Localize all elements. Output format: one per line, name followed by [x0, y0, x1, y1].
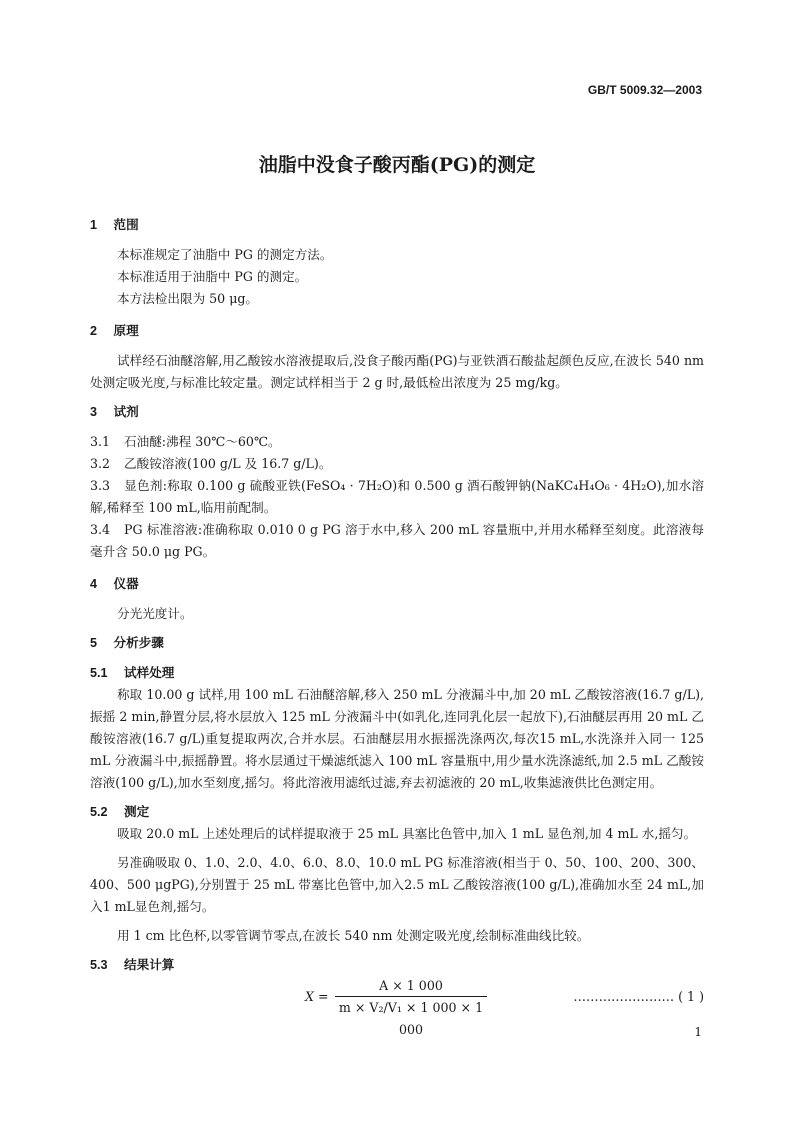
subsection-heading: [90, 662, 704, 684]
paragraph: 用 1 cm 比色杯,以零管调节零点,在波长 540 nm 处测定吸光度,绘制标准曲线比较。: [117, 928, 590, 943]
section-number: 1: [90, 218, 98, 232]
paragraph: 试样经石油醚溶解,用乙酸铵水溶液提取后,没食子酸丙酯(PG)与亚铁酒石酸盐起颜色反应,在波长 540 nm 处测定吸光度,与标准比较定量。测定试样相当于 2 g 时,最低检出浓度为 25 mg/kg。: [90, 353, 704, 390]
section-number: 5: [90, 636, 98, 650]
formula-numerator: A × 1 000: [335, 976, 487, 997]
section-number: 2: [90, 324, 98, 338]
subsection-heading: [90, 954, 704, 976]
formula-lhs: X =: [305, 989, 329, 1004]
section-2-heading: [90, 320, 704, 342]
subsection-number: 5.3: [90, 958, 108, 972]
item-number: 3.2: [90, 456, 111, 471]
subsection-title: 结果计算: [124, 958, 175, 972]
section-3-heading: [90, 401, 704, 423]
document-body: [90, 212, 704, 1037]
subsection-number: 5.1: [90, 666, 108, 680]
formula-denominator: m × V₂/V₁ × 1 000 × 1 000: [338, 1000, 484, 1037]
section-1-heading: [90, 214, 704, 236]
subsection-heading: [90, 801, 704, 823]
paragraph: 本标准适用于油脂中 PG 的测定。: [117, 269, 308, 284]
subsection-title: 试样处理: [124, 666, 175, 680]
item-number: 3.1: [90, 434, 111, 449]
item-text: 石油醚:沸程 30℃～60℃。: [124, 434, 281, 449]
section-title: 范围: [113, 218, 139, 232]
section-number: 4: [90, 577, 98, 591]
paragraph: 本标准规定了油脂中 PG 的测定方法。: [117, 247, 333, 262]
paragraph: 称取 10.00 g 试样,用 100 mL 石油醚溶解,移入 250 mL 分液漏斗中,加 20 mL 乙酸铵溶液(16.7 g/L),振摇 2 min,静置分层,将水层放入 125 mL 分液漏斗中(如乳化,连同乳化层一起放下),石油醚层再用 20 mL 乙酸铵溶液(16.7 g/L)重复提取两次,合并水层。石油醚层用水振摇洗涤两次,每次15 mL,水洗涤并入同一 125 mL 分液漏斗中,振摇静置。将水层通过干燥滤纸滤入 100 mL 容量瓶中,用少量水洗涤滤纸,加 2.5 mL 乙酸铵溶液(100 g/L),加水至刻度,摇匀。将此溶液用滤纸过滤,弃去初滤液的 20 mL,收集滤液供比色测定用。: [90, 687, 704, 790]
list-item: [90, 475, 704, 519]
formula-1: [90, 976, 704, 1037]
paragraph: 本方法检出限为 50 μg。: [117, 291, 259, 306]
item-number: 3.4: [90, 522, 111, 537]
section-title: 试剂: [113, 405, 139, 419]
list-item: [90, 453, 704, 475]
standard-code: GB/T 5009.32—2003: [587, 83, 702, 97]
subsection-number: 5.2: [90, 805, 108, 819]
section-title: 原理: [113, 324, 139, 338]
section-4-heading: [90, 573, 704, 595]
section-title: 仪器: [113, 577, 139, 591]
section-number: 3: [90, 405, 98, 419]
item-number: 3.3: [90, 478, 111, 493]
item-text: 乙酸铵溶液(100 g/L 及 16.7 g/L)。: [124, 456, 332, 471]
list-item: [90, 431, 704, 453]
paragraph: 另准确吸取 0、1.0、2.0、4.0、6.0、8.0、10.0 mL PG 标准溶液(相当于 0、50、100、200、300、400、500 μgPG),分别置于 25 mL 带塞比色管中,加入2.5 mL 乙酸铵溶液(100 g/L),准确加水至 24 mL,加入1 mL显色剂,摇匀。: [90, 855, 704, 914]
formula-fraction: [335, 976, 487, 1041]
section-title: 分析步骤: [113, 636, 164, 650]
paragraph: 分光光度计。: [117, 606, 193, 621]
item-text: PG 标准溶液:准确称取 0.010 0 g PG 溶于水中,移入 200 mL 容量瓶中,并用水稀释至刻度。此溶液每毫升含 50.0 μg PG。: [90, 522, 704, 559]
document-title: 油脂中没食子酸丙酯(PG)的测定: [258, 154, 536, 176]
formula-number: …………………… ( 1 ): [573, 989, 704, 1004]
subsection-title: 测定: [124, 805, 150, 819]
page-number: 1: [694, 1025, 702, 1039]
list-item: [90, 519, 704, 563]
paragraph: 吸取 20.0 mL 上述处理后的试样提取液于 25 mL 具塞比色管中,加入 1 mL 显色剂,加 4 mL 水,摇匀。: [117, 826, 697, 841]
item-text: 显色剂:称取 0.100 g 硫酸亚铁(FeSO₄ · 7H₂O)和 0.500 g 酒石酸钾钠(NaKC₄H₄O₆ · 4H₂O),加水溶解,稀释至 100 mL,临用前配制。: [90, 478, 704, 515]
section-5-heading: [90, 632, 704, 654]
